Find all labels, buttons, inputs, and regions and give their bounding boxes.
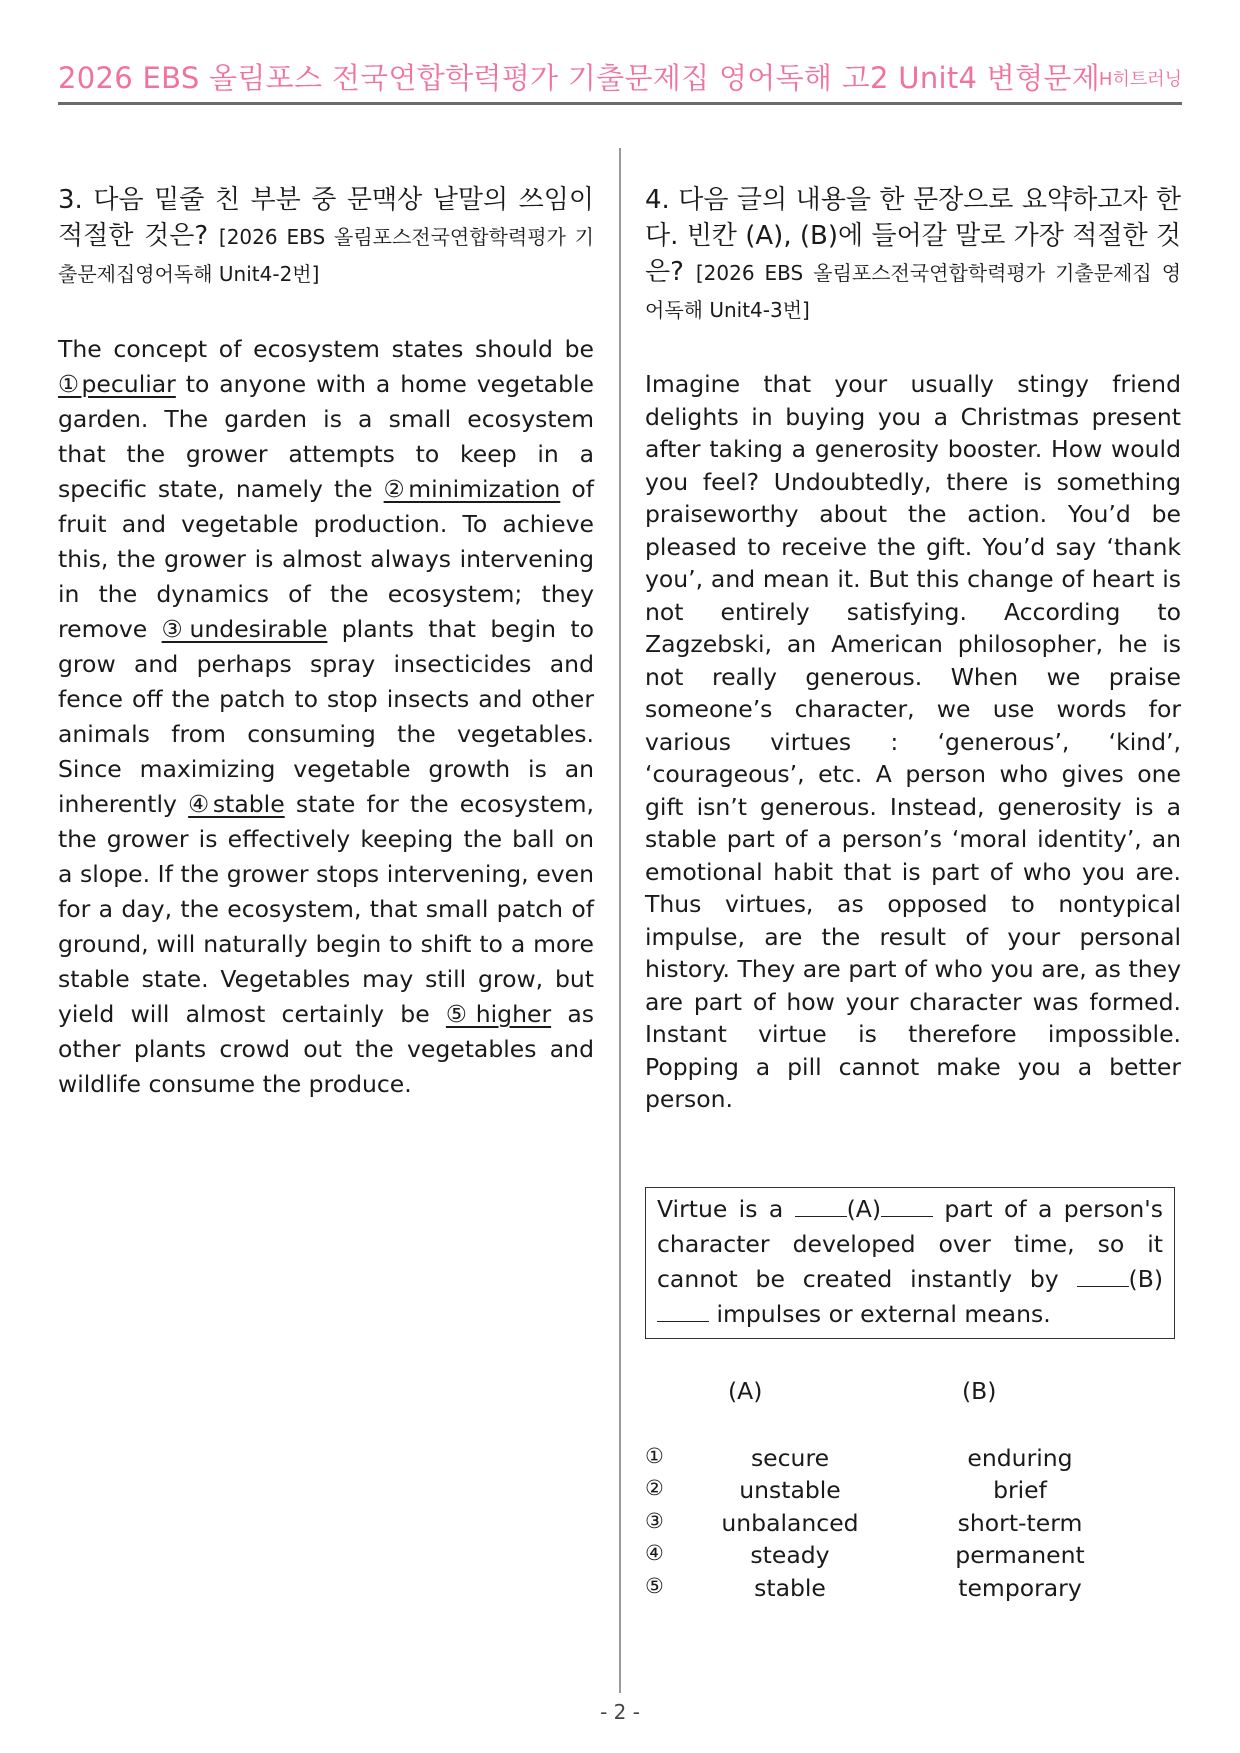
column-divider: [619, 148, 621, 1693]
underlined-choice-3: ③undesirable: [161, 615, 328, 643]
answer-option-1[interactable]: [645, 1444, 1165, 1476]
summary-text: Virtue is a: [657, 1195, 795, 1223]
question-3-source: [2026 EBS 올림포스전국연합학력평가 기출문제집영어독해 Unit4-2번]: [58, 225, 595, 286]
blank-line: [881, 1194, 933, 1217]
option-b-word: permanent: [955, 1541, 1085, 1569]
passage-text: of fruit and vegetable production. To achieve this, the grower is almost always intervening in the dynamics of the ecosystem; they remove: [58, 475, 594, 643]
blank-a-label: (A): [846, 1195, 882, 1223]
passage-text: The concept of ecosystem states should be: [58, 335, 594, 363]
underlined-choice-2: ②minimization: [383, 475, 561, 503]
question-4-title: [645, 182, 1181, 328]
option-number: ②: [645, 1476, 664, 1500]
answer-option-2[interactable]: [645, 1476, 1165, 1508]
underlined-choice-4: ④stable: [188, 790, 285, 818]
question-4-prompt: 4. 다음 글의 내용을 한 문장으로 요약하고자 한다. 빈칸 (A), (B)에 들어갈 말로 가장 적절한 것은?: [645, 185, 1181, 287]
option-number: ④: [645, 1541, 664, 1565]
option-b-word: brief: [993, 1476, 1047, 1504]
summary-text: impulses or external means.: [709, 1300, 1051, 1328]
underlined-choice-1: ①peculiar: [58, 370, 176, 398]
column-a-header: (A): [728, 1377, 763, 1405]
blank-b-label: (B): [1128, 1265, 1163, 1293]
option-number: ③: [645, 1509, 664, 1533]
page-number: - 2 -: [600, 1700, 640, 1724]
passage-text: plants that begin to grow and perhaps spray insecticides and fence off the patch to stop insects and other animals from consuming the vegetables. Since maximizing vegetable growth is an inherently: [58, 615, 594, 818]
question-3-passage: [58, 332, 594, 1102]
question-4: [645, 182, 1182, 1602]
option-number: ⑤: [645, 1574, 664, 1598]
question-4-source: [2026 EBS 올림포스전국연합학력평가 기출문제집 영어독해 Unit4-3번]: [645, 261, 1182, 322]
blank-line: [657, 1299, 709, 1322]
header-title: 2026 EBS 올림포스 전국연합학력평가 기출문제집 영어독해 고2 Unit4 변형문제: [58, 61, 1101, 95]
option-a-word: unbalanced: [721, 1509, 859, 1537]
answer-option-5[interactable]: [645, 1574, 1165, 1606]
question-3-prompt: 3. 다음 밑줄 친 부분 중 문맥상 낱말의 쓰임이 적절한 것은?: [58, 185, 594, 251]
page-header: [58, 50, 1182, 105]
option-a-word: stable: [754, 1574, 826, 1602]
passage-text: as other plants crowd out the vegetables and wildlife consume the produce.: [58, 1000, 594, 1098]
passage-text: to anyone with a home vegetable garden. The garden is a small ecosystem that the grower attempts to keep in a specific state, namely the: [58, 370, 594, 503]
blank-line: [795, 1194, 847, 1217]
blank-line: [1077, 1264, 1129, 1287]
option-number: ①: [645, 1444, 664, 1468]
answer-option-3[interactable]: [645, 1509, 1165, 1541]
column-b-header: (B): [962, 1377, 997, 1405]
option-a-word: secure: [750, 1444, 830, 1472]
summary-box: [645, 1187, 1175, 1339]
underlined-choice-5: ⑤higher: [445, 1000, 552, 1028]
option-b-word: enduring: [967, 1444, 1073, 1472]
option-b-word: temporary: [958, 1574, 1082, 1602]
brand-label: H히트러닝: [1098, 69, 1182, 90]
passage-text: state for the ecosystem, the grower is effectively keeping the ball on a slope. If the grower stops intervening, even for a day, the ecosystem, that small patch of ground, will naturally begin to shift to a more stable state. Vegetables may still grow, but yield will almost certainly be: [58, 790, 594, 1028]
option-a-word: steady: [750, 1541, 830, 1569]
option-b-word: short-term: [957, 1509, 1083, 1537]
question-3-title: [58, 182, 594, 292]
answer-option-4[interactable]: [645, 1541, 1165, 1573]
question-4-passage: Imagine that your usually stingy friend delights in buying you a Christmas present after taking a generosity booster. How would you feel? Undoubtedly, there is something praiseworthy about the action. You’d be pleased to receive the gift. You’d say ‘thank you’, and mean it. But this change of heart is not entirely satisfying. According to Zagzebski, an American philosopher, he is not really generous. When we praise someone’s character, we use words for various virtues : ‘generous’, ‘kind’, ‘courageous’, etc. A person who gives one gift isn’t generous. Instead, generosity is a stable part of a person’s ‘moral identity’, an emotional habit that is part of who you are. Thus virtues, as opposed to nontypical impulse, are the result of your personal history. They are part of who you are, as they are part of how your character was formed. Instant virtue is therefore impossible. Popping a pill cannot make you a better person.: [645, 370, 1181, 1113]
option-a-word: unstable: [739, 1476, 841, 1504]
question-3: [58, 182, 594, 1102]
summary-text: part of a person's character developed over time, so it cannot be created instantly by: [657, 1195, 1163, 1293]
